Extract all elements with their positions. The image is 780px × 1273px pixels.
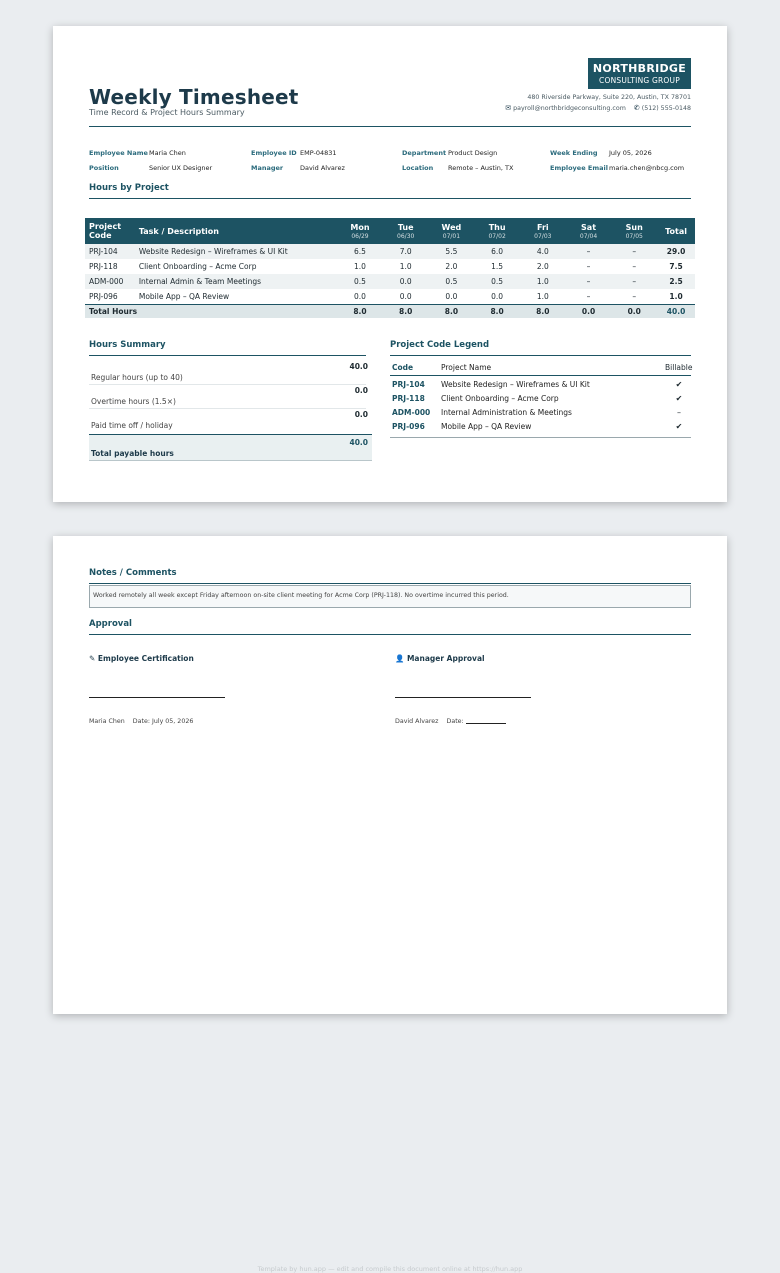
- total-hours-cell: 40.0: [657, 304, 695, 318]
- week-ending-value: July 05, 2026: [609, 149, 652, 157]
- section-divider: [89, 198, 691, 199]
- col-sat: Sat 07/04: [579, 222, 598, 240]
- col-project-code: Project Code: [89, 222, 122, 240]
- cell-hours: 4.0: [536, 247, 549, 256]
- cell-hours: 2.0: [445, 262, 458, 271]
- cell-task: Client Onboarding – Acme Corp: [138, 262, 257, 271]
- logo-tagline: CONSULTING GROUP: [599, 76, 680, 85]
- legend-header-divider: [390, 375, 691, 376]
- legend-project-name: Internal Administration & Meetings: [441, 408, 572, 417]
- cell-hours: 7.0: [399, 247, 412, 256]
- cell-hours: –: [632, 291, 637, 301]
- pen-icon: ✎: [89, 654, 96, 663]
- cell-task: Website Redesign – Wireframes & UI Kit: [138, 247, 288, 256]
- cell-hours: –: [632, 277, 637, 286]
- company-logo: [588, 58, 691, 89]
- user-icon: 👤: [395, 654, 405, 663]
- cell-total: 1.0: [669, 291, 683, 301]
- cell-hours: 0.5: [491, 277, 504, 286]
- legend-code: ADM-000: [392, 408, 431, 417]
- cell-hours: 5.5: [445, 247, 458, 256]
- legend-col-name: Project Name: [441, 363, 492, 372]
- table-row: [85, 289, 695, 304]
- total-payable-value: 40.0: [349, 438, 368, 447]
- table-row: [85, 259, 695, 274]
- employee-date-label: Date:: [132, 718, 150, 725]
- legend-billable: ✔: [675, 394, 683, 403]
- cell-total: 2.5: [669, 277, 683, 286]
- timesheet-page-2: [53, 536, 727, 1273]
- total-hours-cell: 8.0: [337, 304, 383, 318]
- legend-project-name: Website Redesign – Wireframes & UI Kit: [441, 380, 590, 389]
- legend-billable: –: [677, 408, 681, 417]
- legend-project-name: Mobile App – QA Review: [441, 422, 532, 431]
- col-total: Total: [665, 226, 687, 236]
- cell-hours: 1.0: [399, 262, 412, 271]
- timesheet-page-1: [53, 26, 727, 502]
- location-value: Remote – Austin, TX: [448, 164, 514, 172]
- page-footer: Template by hun.app — edit and compile this document online at https://hun.app: [257, 1265, 523, 1273]
- company-phone[interactable]: (512) 555-0148: [641, 105, 691, 112]
- cell-hours: –: [632, 262, 637, 271]
- employee-name-value: Maria Chen: [149, 149, 186, 157]
- location-label: Location: [402, 164, 434, 172]
- manager-approval-label: Manager Approval: [406, 654, 485, 663]
- total-payable-label: Total payable hours: [91, 449, 174, 458]
- col-sun: Sun 07/05: [625, 222, 643, 240]
- cell-hours: –: [632, 247, 637, 256]
- legend-billable: ✔: [675, 380, 683, 389]
- legend-col-code: Code: [392, 363, 414, 372]
- total-hours-cell: 8.0: [383, 304, 429, 318]
- employee-id-label: Employee ID: [251, 149, 297, 157]
- cell-hours: 6.0: [491, 247, 504, 256]
- cell-hours: –: [586, 291, 591, 301]
- manager-signoff-name: David Alvarez: [395, 718, 439, 725]
- col-wed: Wed 07/01: [441, 222, 462, 240]
- employee-signoff: [89, 718, 193, 725]
- page-title: Weekly Timesheet: [89, 85, 299, 109]
- legend-code: PRJ-104: [392, 380, 425, 389]
- manager-approval: [395, 654, 485, 663]
- hours-summary-heading: Hours Summary: [89, 340, 166, 350]
- legend-heading: Project Code Legend: [390, 340, 490, 350]
- manager-date-blank[interactable]: [466, 723, 506, 724]
- envelope-icon: ✉: [505, 104, 512, 112]
- total-hours-row: [85, 304, 695, 318]
- notes-heading: Notes / Comments: [89, 568, 177, 578]
- hours-summary-divider: [89, 355, 366, 356]
- cell-hours: 6.5: [354, 247, 366, 256]
- approval-divider: [89, 634, 691, 635]
- overtime-hours-label: Overtime hours (1.5×): [91, 397, 176, 406]
- col-thu: Thu 07/02: [488, 222, 506, 240]
- company-email[interactable]: payroll@northbridgeconsulting.com: [513, 105, 626, 112]
- overtime-hours-value: 0.0: [354, 386, 368, 395]
- legend-project-name: Client Onboarding – Acme Corp: [441, 394, 559, 403]
- table-header-row: [85, 218, 695, 244]
- approval-heading: Approval: [89, 619, 132, 629]
- department-value: Product Design: [448, 149, 498, 157]
- hours-by-project-heading: Hours by Project: [89, 183, 169, 193]
- cell-hours: 1.5: [491, 262, 504, 271]
- cell-hours: –: [586, 262, 591, 271]
- table-row: [85, 244, 695, 259]
- col-task: Task / Description: [138, 226, 219, 236]
- header-divider: [89, 126, 691, 127]
- total-hours-cell: 8.0: [474, 304, 520, 318]
- total-hours-cell: 8.0: [520, 304, 566, 318]
- employee-name-label: Employee Name: [89, 149, 148, 157]
- col-tue: Tue 06/30: [397, 222, 415, 240]
- cell-hours: –: [586, 277, 591, 286]
- cell-hours: 0.5: [445, 277, 458, 286]
- col-mon: Mon 06/29: [350, 222, 370, 240]
- manager-signature-line[interactable]: [395, 697, 531, 698]
- page-subtitle: Time Record & Project Hours Summary: [89, 108, 245, 117]
- position-value: Senior UX Designer: [149, 164, 213, 172]
- legend-code: PRJ-118: [392, 394, 425, 403]
- regular-hours-label: Regular hours (up to 40): [91, 373, 183, 382]
- phone-icon: ✆: [633, 104, 640, 112]
- employee-signoff-name: Maria Chen: [89, 718, 125, 725]
- total-hours-cell: 0.0: [611, 304, 657, 318]
- cell-hours: 0.0: [491, 291, 504, 301]
- total-hours-cell: 8.0: [429, 304, 475, 318]
- pto-hours-value: 0.0: [354, 410, 368, 419]
- legend-divider: [390, 355, 691, 356]
- legend-bottom-rule: [390, 437, 691, 438]
- pto-hours-label: Paid time off / holiday: [91, 421, 173, 430]
- notes-divider: [89, 583, 691, 584]
- employee-email-value: maria.chen@nbcg.com: [609, 164, 685, 172]
- table-row: [85, 274, 695, 289]
- manager-date-label: Date:: [446, 718, 464, 725]
- cell-hours: 0.0: [399, 291, 412, 301]
- cell-task: Mobile App – QA Review: [138, 291, 230, 301]
- department-label: Department: [402, 149, 447, 157]
- cell-hours: 0.0: [354, 291, 366, 301]
- cell-code: PRJ-104: [89, 247, 118, 256]
- position-label: Position: [89, 164, 119, 172]
- manager-label: Manager: [251, 164, 284, 172]
- cell-task: Internal Admin & Team Meetings: [138, 277, 262, 286]
- cell-hours: 0.0: [399, 277, 412, 286]
- employee-date-value: July 05, 2026: [151, 718, 194, 725]
- company-address: 480 Riverside Parkway, Suite 220, Austin, TX 78701: [527, 94, 691, 101]
- employee-email-label: Employee Email: [550, 164, 608, 172]
- logo-name: NORTHBRIDGE: [592, 62, 687, 75]
- cell-hours: –: [586, 247, 591, 256]
- cell-hours: 1.0: [536, 277, 549, 286]
- cell-hours: 0.5: [354, 277, 366, 286]
- cell-hours: 1.0: [354, 262, 366, 271]
- cell-total: 7.5: [669, 262, 683, 271]
- total-hours-cell: 0.0: [566, 304, 612, 318]
- company-contacts: [505, 104, 691, 112]
- manager-signoff: [395, 718, 506, 725]
- legend-col-billable: Billable: [665, 363, 693, 372]
- employee-certification: [89, 654, 194, 663]
- legend-billable: ✔: [675, 422, 683, 431]
- cell-hours: 2.0: [536, 262, 549, 271]
- col-fri: Fri 07/03: [534, 222, 552, 240]
- cell-code: PRJ-096: [89, 291, 118, 301]
- employee-id-value: EMP-04831: [300, 149, 337, 157]
- row-divider: [89, 408, 366, 409]
- cell-total: 29.0: [666, 247, 686, 256]
- employee-certification-label: Employee Certification: [97, 654, 194, 663]
- legend-code: PRJ-096: [392, 422, 425, 431]
- cell-hours: 1.0: [536, 291, 549, 301]
- cell-code: ADM-000: [89, 277, 124, 286]
- total-hours-label: Total Hours: [85, 304, 337, 318]
- regular-hours-value: 40.0: [349, 362, 368, 371]
- manager-value: David Alvarez: [300, 164, 345, 172]
- notes-box[interactable]: Worked remotely all week except Friday afternoon on-site client meeting for Acme Corp (PRJ-118). No overtime incurred this period.: [89, 585, 691, 608]
- cell-hours: 0.0: [445, 291, 458, 301]
- hours-table: [85, 218, 695, 318]
- row-divider: [89, 384, 366, 385]
- employee-signature-line[interactable]: [89, 697, 225, 698]
- week-ending-label: Week Ending: [550, 149, 598, 157]
- cell-code: PRJ-118: [89, 262, 118, 271]
